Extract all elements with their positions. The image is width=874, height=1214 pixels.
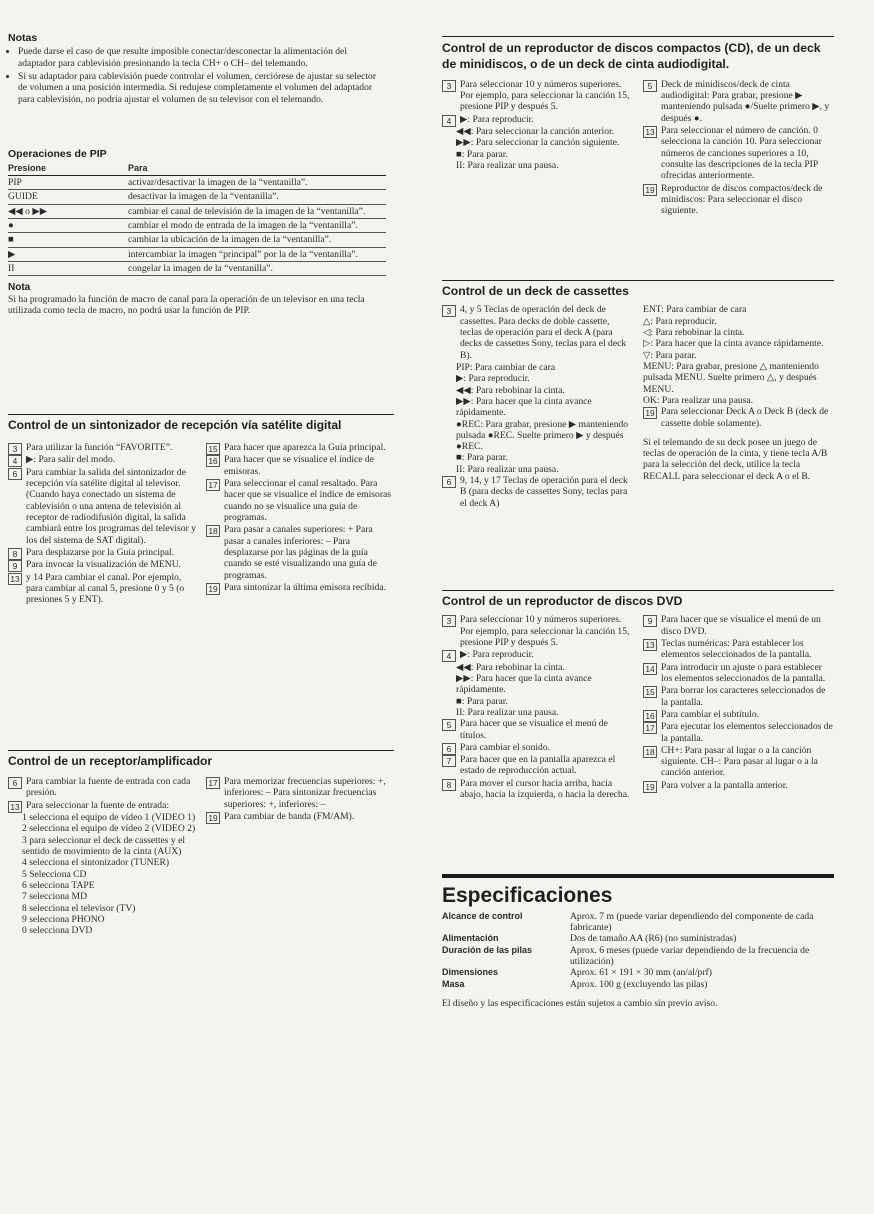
key-number: 19 [206, 583, 220, 595]
key-number: 16 [643, 710, 657, 722]
table-row [8, 233, 386, 247]
list-item: △: Para reproducir. [643, 315, 717, 327]
cd-left-list [442, 79, 633, 218]
item-text: Teclas numéricas: Para establecer los elementos seleccionados de la pantalla. [661, 638, 812, 661]
list-item: OK: Para realizar una pausa. [643, 394, 754, 406]
spec-key: Alimentación [442, 933, 499, 944]
table-row [8, 218, 386, 232]
item-text: Para hacer que aparezca la Guía principal. [224, 442, 386, 454]
list-item [442, 649, 633, 660]
key-number: 9 [643, 615, 657, 627]
item-text: Para seleccionar el número de canción. 0 selecciona la canción 10. Para seleccionar números de canciones superiores a 10, consulte las descripciones de la tecla PIP ofrecidas anteriormente. [661, 124, 822, 182]
key-number: 6 [442, 476, 456, 488]
item-text: Para introducir un ajuste o para establecer los elementos seleccionados de la pantalla. [661, 661, 826, 684]
pip-key: GUIDE [8, 190, 128, 204]
table-row [8, 247, 386, 261]
item-text: ▶: Para reproducir. [460, 649, 534, 661]
list-item [643, 685, 834, 708]
list-item [206, 776, 394, 810]
pip-section [8, 148, 394, 317]
pip-title: Operaciones de PIP [8, 148, 107, 160]
list-item [8, 547, 196, 558]
list-item [442, 754, 633, 777]
item-text: Para seleccionar Deck A o Deck B (deck de cassette doble solamente). [661, 406, 829, 429]
key-number: 5 [442, 719, 456, 731]
list-item [643, 183, 834, 217]
list-item [442, 718, 633, 741]
pip-val: desactivar la imagen de la “ventanilla”. [128, 190, 386, 204]
item-text: Para invocar la visualización de MENU. [26, 559, 182, 571]
spec-row [442, 979, 834, 990]
key-number: 13 [8, 801, 22, 813]
item-text: Para volver a la pantalla anterior. [661, 779, 788, 791]
key-number: 17 [643, 722, 657, 734]
list-item [442, 778, 633, 801]
spec-section [442, 874, 834, 1009]
receiver-title: Control de un receptor/amplificador [8, 754, 213, 768]
table-row [8, 204, 386, 218]
list-item [643, 406, 834, 429]
list-item: ▽: Para parar. [643, 349, 697, 361]
key-number: 8 [8, 548, 22, 560]
list-item: 4 selecciona el sintonizador (TUNER) [22, 857, 170, 869]
item-text: Para seleccionar 10 y números superiores. Por ejemplo, para seleccionar la canción 15, presione PIP y después 5. [460, 78, 630, 113]
item-text: Para hacer que se visualice el menú de títulos. [460, 718, 608, 741]
cassette-section [442, 280, 834, 510]
list-item [206, 478, 394, 523]
item-text: ▶: Para reproducir. [460, 113, 534, 125]
sat-section [8, 414, 394, 607]
key-number: 15 [206, 443, 220, 455]
cassette-right-list [643, 304, 834, 510]
spec-value: Dos de tamaño AA (R6) (no suministradas) [570, 933, 737, 945]
list-item [643, 79, 834, 124]
list-item [643, 662, 834, 685]
key-number: 3 [442, 305, 456, 317]
pip-key: ■ [8, 233, 128, 247]
key-number: 14 [643, 663, 657, 675]
list-item: 3 para seleccionar el deck de cassettes y el sentido de movimiento de la cinta (AUX) [22, 834, 186, 858]
pip-val: activar/desactivar la imagen de la “ventanilla”. [128, 175, 386, 189]
list-item: 9 selecciona PHONO [22, 913, 105, 925]
list-item: II: Para realizar una pausa. [456, 706, 559, 718]
list-item: 7 selecciona MD [22, 891, 88, 903]
cd-right-list [643, 79, 834, 218]
item-text: Para sintonizar la última emisora recibida. [224, 581, 386, 593]
pip-val: congelar la imagen de la “ventanilla”. [128, 261, 386, 275]
list-item [442, 742, 633, 753]
pip-val: intercambiar la imagen “principal” por la de la “ventanilla”. [128, 247, 386, 261]
item-text: ▶: Para salir del modo. [26, 454, 116, 466]
receiver-section [8, 750, 394, 937]
list-item: ●REC: Para grabar, presione ▶ manteniendo pulsada ●REC. Suelte primero ▶ y después ●REC. [456, 418, 629, 453]
cassette-note: Si el telemando de su deck posee un juego de teclas de operación de la cinta, y tiene tecla A/B para la selección del deck, utilice la tecla RECALL para seleccionar el deck A o el B. [643, 436, 828, 482]
key-number: 5 [643, 80, 657, 92]
pip-key: ▶ [8, 247, 128, 261]
list-item: 8 selecciona el televisor (TV) [22, 902, 136, 914]
key-number: 4 [442, 115, 456, 127]
list-item [206, 811, 394, 822]
item-text: Para hacer que se visualice el menú de un disco DVD. [661, 614, 821, 637]
item-text: Para utilizar la función “FAVORITE”. [26, 442, 173, 454]
table-row [8, 261, 386, 275]
list-item: ▶: Para reproducir. [456, 373, 530, 385]
key-number: 18 [206, 525, 220, 537]
pip-val: cambiar el canal de televisión de la imagen de la “ventanilla”. [128, 204, 386, 218]
item-text: CH+: Para pasar al lugar o a la canción siguiente. CH–: Para pasar al lugar o a la canción anterior. [661, 744, 818, 779]
pip-key: ◀◀ o ▶▶ [8, 204, 128, 218]
list-item: ▶▶: Para seleccionar la canción siguiente. [456, 137, 620, 149]
spec-key: Masa [442, 978, 465, 989]
key-number: 13 [8, 573, 22, 585]
list-item [643, 638, 834, 661]
item-text: Para cambiar el subtítulo. [661, 708, 760, 720]
divider [8, 414, 394, 415]
key-number: 15 [643, 686, 657, 698]
item-text: Para memorizar frecuencias superiores: +, inferiores: – Para sintonizar frecuencias superiores: +, inferiores: – [224, 776, 386, 810]
list-item: ◀◀: Para rebobinar la cinta. [456, 661, 565, 673]
list-item [442, 114, 633, 125]
cd-title: Control de un reproductor de discos compactos (CD), de un deck de minidiscos, o de un deck de cinta audiodigital. [442, 41, 821, 71]
list-item: 5 Selecciona CD [22, 868, 87, 880]
dvd-section [442, 590, 834, 801]
list-item: 1 selecciona el equipo de vídeo 1 (VIDEO 1) [22, 812, 196, 824]
list-item: 6 selecciona TAPE [22, 879, 95, 891]
cassette-title: Control de un deck de cassettes [442, 284, 629, 298]
receiver-left-list [8, 776, 196, 936]
spec-value: Aprox. 7 m (puede variar dependiendo del componente de cada fabricante) [570, 910, 814, 934]
item-text: Para borrar los caracteres seleccionados de la pantalla. [661, 685, 826, 708]
item-text: Para cambiar el sonido. [460, 741, 551, 753]
list-item: II: Para realizar una pausa. [456, 159, 559, 171]
key-number: 19 [643, 407, 657, 419]
sat-title: Control de un sintonizador de recepción vía satélite digital [8, 418, 342, 432]
sat-right-list [206, 442, 394, 606]
pip-key: ● [8, 218, 128, 232]
list-item: ■: Para parar. [456, 452, 508, 464]
key-number: 17 [206, 777, 220, 789]
notas-title: Notas [8, 32, 38, 44]
divider [442, 590, 834, 591]
divider [442, 36, 834, 37]
key-number: 13 [643, 639, 657, 651]
pip-header-row [8, 162, 386, 175]
key-number: 9 [8, 560, 22, 572]
divider [442, 280, 834, 281]
pip-col-val: Para [128, 162, 386, 175]
list-item [8, 559, 196, 570]
list-item [206, 582, 394, 593]
key-number: 18 [643, 746, 657, 758]
notas-section [8, 32, 378, 107]
spec-key: Dimensiones [442, 967, 499, 978]
key-number: 19 [206, 812, 220, 824]
item-text: y 14 Para cambiar el canal. Por ejemplo, para cambiar al canal 5, presione 0 y 5 (o presiones 5 y ENT). [26, 571, 185, 606]
item-text: Para seleccionar 10 y números superiores. Por ejemplo, para seleccionar la canción 15, presione PIP y después 5. [460, 614, 630, 649]
notas-item: • Si su adaptador para cablevisión puede controlar el volumen, cerciórese de ajustar su selector de volumen a una posición intermedia. Si redujese completamente el volumen del adaptador para cablevisión, no podría ajustar el volumen de su televisor con el telemando. [18, 71, 378, 105]
list-item: ▶▶: Para hacer que la cinta avance rápidamente. [456, 672, 592, 696]
item-text: Para hacer que en la pantalla aparezca el estado de reproducción actual. [460, 754, 616, 777]
spec-value: Aprox. 100 g (excluyendo las pilas) [570, 978, 708, 990]
dvd-right-list [643, 614, 834, 801]
pip-col-key: Presione [8, 162, 128, 175]
list-item [206, 442, 394, 453]
item-text: Para seleccionar la fuente de entrada: [26, 799, 170, 811]
list-item [442, 475, 633, 509]
key-number: 19 [643, 184, 657, 196]
list-item: ◀◀: Para rebobinar la cinta. [456, 384, 565, 396]
spec-value: Aprox. 6 meses (puede variar dependiendo de la frecuencia de utilización) [570, 944, 810, 968]
key-number: 3 [442, 80, 456, 92]
item-text: Para cambiar la fuente de entrada con cada presión. [26, 776, 191, 799]
spec-row [442, 933, 834, 944]
list-item: ◁: Para rebobinar la cinta. [643, 327, 745, 339]
list-item [8, 454, 196, 465]
key-number: 16 [206, 455, 220, 467]
list-item: II: Para realizar una pausa. [456, 463, 559, 475]
item-text: Deck de minidiscos/deck de cinta audiodigital: Para grabar, presione ▶ manteniendo pulsada ●/Suelte primero ▶, y después ●. [661, 78, 830, 124]
list-item: ■: Para parar. [456, 148, 508, 160]
pip-val: cambiar la ubicación de la imagen de la “ventanilla”. [128, 233, 386, 247]
list-item [643, 721, 834, 744]
list-item [442, 304, 633, 361]
key-number: 6 [8, 468, 22, 480]
key-number: 3 [442, 615, 456, 627]
spec-key: Alcance de control [442, 910, 523, 921]
pip-table [8, 162, 386, 276]
list-item: ◀◀: Para seleccionar la canción anterior. [456, 125, 615, 137]
list-item: PIP: Para cambiar de cara [456, 361, 556, 373]
key-number: 4 [8, 455, 22, 467]
list-item: ■: Para parar. [456, 695, 508, 707]
key-number: 6 [8, 777, 22, 789]
list-item [643, 614, 834, 637]
list-item: MENU: Para grabar, presione △ manteniendo pulsada MENU. Suelte primero △, y después MENU. [643, 360, 819, 395]
table-row [8, 175, 386, 189]
item-text: Para desplazarse por la Guía principal. [26, 546, 175, 558]
key-number: 8 [442, 779, 456, 791]
item-text: Para mover el cursor hacia arriba, hacia abajo, hacia la izquierda, o hacia la derecha. [460, 777, 630, 801]
list-item [442, 79, 633, 113]
list-item [643, 780, 834, 791]
list-item [8, 572, 196, 606]
pip-key: PIP [8, 175, 128, 189]
divider [442, 874, 834, 878]
list-item: ▶▶: Para hacer que la cinta avance rápidamente. [456, 395, 592, 419]
pip-nota-text: Si ha programado la función de macro de canal para la operación de un televisor en una tecla utilizada como tecla de macro, no podrá usar la función de PIP. [8, 293, 365, 317]
list-item [442, 614, 633, 648]
divider [8, 750, 394, 751]
list-item [8, 776, 196, 799]
pip-key: II [8, 261, 128, 275]
item-text: Reproductor de discos compactos/deck de minidiscos: Para seleccionar el disco siguiente. [661, 182, 823, 217]
spec-row [442, 911, 834, 934]
list-item: 2 selecciona el equipo de vídeo 2 (VIDEO 2) [22, 823, 196, 835]
cassette-left-list [442, 304, 633, 510]
key-number: 19 [643, 781, 657, 793]
item-text: Para cambiar la salida del sintonizador de recepción vía satélite digital al televisor. (Cuando haya conectado un sistema de cablevisión o una antena de televisión al receptor de radiodifusión digital, la salida cambiará entre los programas del televisor y los del sistema de SAT digital). [26, 466, 196, 546]
pip-val: cambiar el modo de entrada de la imagen de la “ventanilla”. [128, 218, 386, 232]
key-number: 7 [442, 755, 456, 767]
item-text: Para hacer que se visualice el índice de emisoras. [224, 454, 374, 477]
list-item [8, 800, 196, 811]
spec-value: Aprox. 61 × 191 × 30 mm (an/al/prf) [570, 967, 712, 979]
key-number: 4 [442, 650, 456, 662]
table-row [8, 190, 386, 204]
list-item: ▷: Para hacer que la cinta avance rápidamente. [643, 338, 824, 350]
spec-title: Especificaciones [442, 884, 613, 907]
list-item [643, 125, 834, 182]
list-item: ENT: Para cambiar de cara [643, 304, 747, 316]
spec-row [442, 967, 834, 978]
cd-section [442, 36, 834, 217]
list-item [8, 467, 196, 546]
item-text: Para seleccionar el canal resaltado. Para hacer que se visualice el índice de emisoras cuando no se visualice una guía de programas. [224, 478, 392, 524]
item-text: Para pasar a canales superiores: + Para pasar a canales inferiores: – Para desplazarse por las páginas de la guía cuando se esté visualizando una guía de programas. [224, 524, 377, 581]
key-number: 17 [206, 479, 220, 491]
item-text: 4, y 5 Teclas de operación del deck de cassettes. Para decks de doble cassette, teclas de operación para el deck A (para decks de cassettes Sony, teclas para el deck B). [460, 304, 627, 361]
list-item [206, 524, 394, 581]
sat-left-list [8, 442, 196, 606]
list-item [643, 745, 834, 779]
list-item [8, 442, 196, 453]
spec-row [442, 945, 834, 968]
notas-list [8, 46, 378, 105]
key-number: 13 [643, 126, 657, 138]
dvd-title: Control de un reproductor de discos DVD [442, 594, 683, 608]
receiver-sources [8, 812, 196, 936]
list-item: 0 selecciona DVD [22, 925, 93, 937]
dvd-left-list [442, 614, 633, 801]
item-text: 9, 14, y 17 Teclas de operación para el deck B (para decks de cassettes Sony, teclas para el deck A) [460, 475, 628, 509]
receiver-right-list [206, 776, 394, 936]
list-item [643, 709, 834, 720]
spec-footer: El diseño y las especificaciones están sujetos a cambio sin previo aviso. [442, 997, 718, 1009]
list-item [206, 454, 394, 477]
spec-key: Duración de las pilas [442, 944, 533, 955]
key-number: 6 [442, 743, 456, 755]
key-number: 3 [8, 443, 22, 455]
item-text: Para cambiar de banda (FM/AM). [224, 811, 355, 823]
notas-item: • Puede darse el caso de que resulte imposible conectar/desconectar la alimentación del adaptador para cablevisión presionando la tecla CH+ o CH– del telemando. [18, 46, 378, 69]
pip-nota-title: Nota [8, 282, 31, 294]
item-text: Para ejecutar los elementos seleccionados de la pantalla. [661, 721, 833, 744]
